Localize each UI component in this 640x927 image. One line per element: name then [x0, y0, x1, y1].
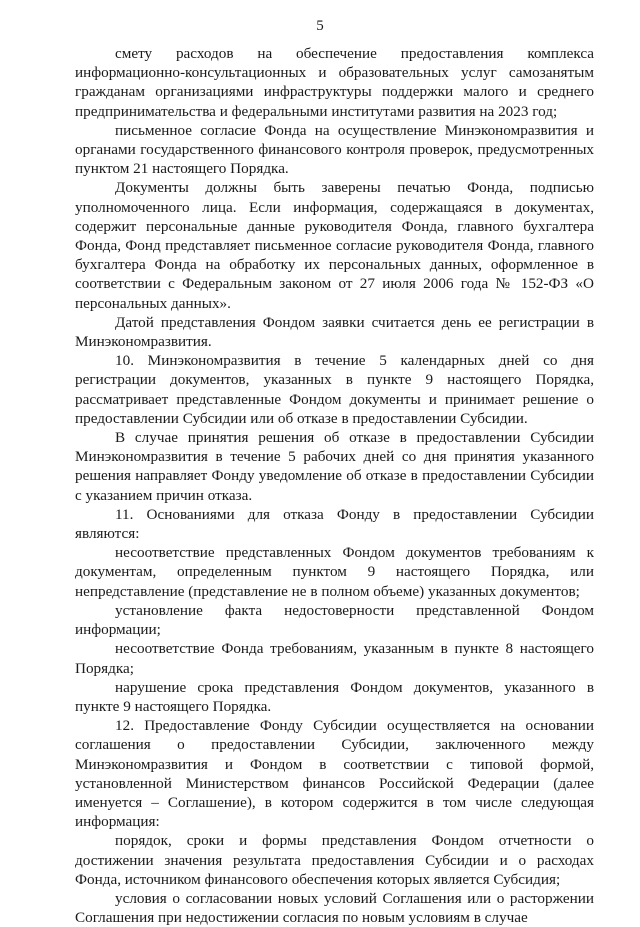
document-body [75, 44, 594, 927]
paragraph-11: нарушение срока представления Фондом документов, указанного в пункте 9 настоящего Порядка. [75, 678, 594, 715]
paragraph-6: В случае принятия решения об отказе в предоставлении Субсидии Минэкономразвития в течение 5 рабочих дней со дня принятия указанного решения направляет Фонду уведомление об отказе в предоставлении Субсидии с указанием причин отказа. [75, 429, 594, 504]
paragraph-1: смету расходов на обеспечение предоставления комплекса информационно-консультационных и образовательных услуг самозанятым гражданам организациями инфраструктуры поддержки малого и среднего предпринимательства и федеральными институтами развития на 2023 год; [75, 45, 594, 120]
paragraph-12: 12. Предоставление Фонду Субсидии осуществляется на основании соглашения о предоставлении Субсидии, заключенного между Минэкономразвития и Фондом в соответствии с типовой формой, установленной Министерством финансов Российской Федерации (далее именуется – Соглашение), в котором содержится в том числе следующая информация: [75, 717, 594, 831]
paragraph-7: 11. Основаниями для отказа Фонду в предоставлении Субсидии являются: [75, 505, 594, 543]
paragraph-2: письменное согласие Фонда на осуществление Минэкономразвития и органами государственного финансового контроля проверок, предусмотренных пунктом 21 настоящего Порядка. [75, 121, 594, 178]
paragraph-5: 10. Минэкономразвития в течение 5 календарных дней со дня регистрации документов, указанных в пункте 9 настоящего Порядка, рассматривает представленные Фондом документы и принимает решение о предоставлении Субсидии или об отказе в предоставлении Субсидии. [75, 352, 594, 427]
paragraph-14: условия о согласовании новых условий Соглашения или о расторжении Соглашения при недостижении согласия по новым условиям в случае [75, 889, 594, 927]
paragraph-9: установление факта недостоверности представленной Фондом информации; [75, 601, 594, 639]
paragraph-13: порядок, сроки и формы представления Фондом отчетности о достижении значения результата предоставления Субсидии и о расходах Фонда, источником финансового обеспечения которых является Субсидия; [75, 832, 594, 888]
paragraph-8: несоответствие представленных Фондом документов требованиям к документам, определенным пунктом 9 настоящего Порядка, или непредставление (представление не в полном объеме) указанных документов; [75, 544, 594, 600]
paragraph-4: Датой представления Фондом заявки считается день ее регистрации в Минэкономразвития. [75, 313, 594, 351]
paragraph-3: Документы должны быть заверены печатью Фонда, подписью уполномоченного лица. Если информация, содержащаяся в документах, содержит персональные данные руководителя Фонда, главного бухгалтера Фонда, Фонд представляет письменное согласие руководителя Фонда, главного бухгалтера Фонда на обработку их персональных данных, оформленное в соответствии с Федеральным законом от 27 июля 2006 года № 152-ФЗ «О персональных данных». [75, 179, 594, 312]
page-number: 5 [316, 18, 324, 34]
paragraph-10: несоответствие Фонда требованиям, указанным в пункте 8 настоящего Порядка; [75, 640, 594, 677]
